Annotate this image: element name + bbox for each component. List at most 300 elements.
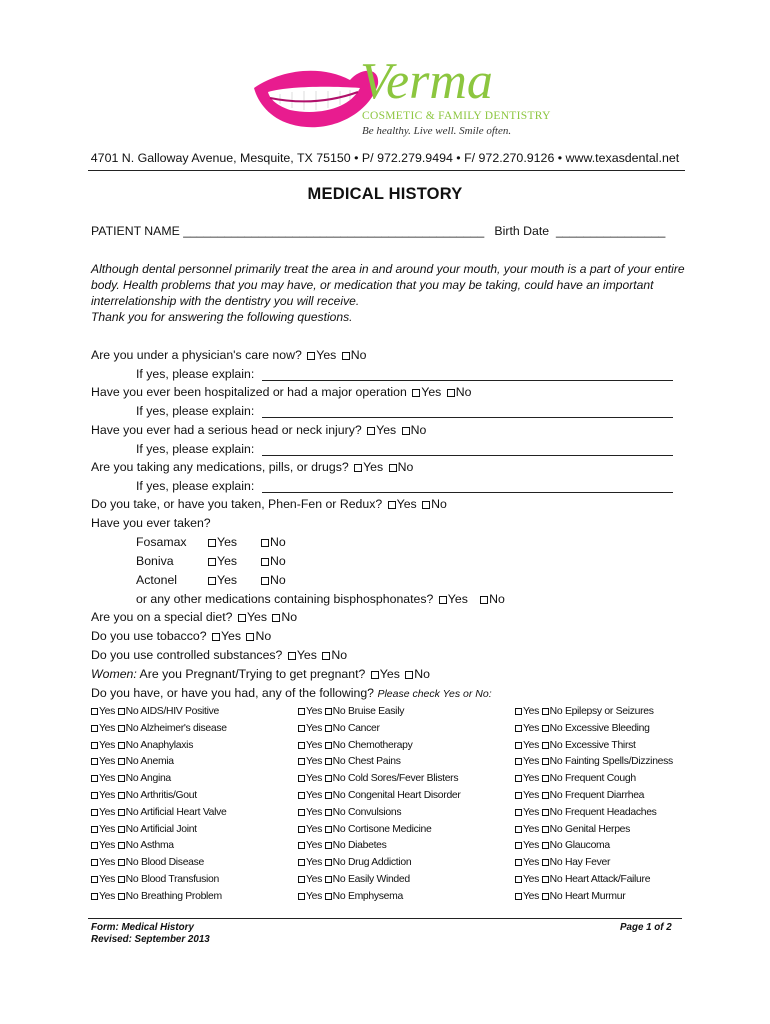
patient-name-label: PATIENT NAME <box>91 224 180 238</box>
no-label: No <box>549 874 563 885</box>
no-checkbox[interactable] <box>542 725 549 732</box>
women-prefix: Women: <box>91 667 137 681</box>
no-label: No <box>125 857 139 869</box>
yes-checkbox[interactable] <box>515 876 522 883</box>
yes-label: Yes <box>523 840 540 852</box>
yes-checkbox[interactable] <box>298 775 305 782</box>
condition-name: Alzheimer's disease <box>140 722 227 734</box>
yes-label: Yes <box>523 706 540 717</box>
no-label: No <box>549 722 563 734</box>
condition-name: Emphysema <box>347 890 403 902</box>
no-label: No <box>125 806 139 818</box>
no-label: No <box>332 890 346 902</box>
condition-name: Genital Herpes <box>564 823 631 835</box>
explain-field[interactable] <box>262 417 673 418</box>
no-checkbox[interactable] <box>261 539 269 547</box>
yes-label: Yes <box>306 823 323 835</box>
intro-thanks: Thank you for answering the following questions. <box>91 310 353 324</box>
condition-name: Anaphylaxis <box>140 739 194 751</box>
yes-checkbox[interactable] <box>515 809 522 816</box>
no-label: No <box>125 790 139 801</box>
question-text: Do you have, or have you had, any of the following? <box>91 686 375 700</box>
condition-name: Chemotherapy <box>347 739 413 751</box>
yes-checkbox[interactable] <box>91 859 98 866</box>
yes-label: Yes <box>306 857 323 869</box>
condition-item <box>298 790 461 801</box>
no-checkbox[interactable] <box>542 826 549 833</box>
yes-checkbox[interactable] <box>91 809 98 816</box>
condition-item <box>515 840 610 851</box>
no-label: No <box>332 739 346 751</box>
no-checkbox[interactable] <box>542 775 549 782</box>
yes-label: Yes <box>99 739 116 751</box>
no-label: No <box>549 806 563 818</box>
no-checkbox[interactable] <box>272 614 280 622</box>
yes-label: Yes <box>316 348 337 362</box>
footer-form-name: Form: Medical History <box>91 922 194 933</box>
brand-tagline: Be healthy. Live well. Smile often. <box>362 125 512 137</box>
yes-label: Yes <box>99 874 116 885</box>
no-label: No <box>125 874 139 885</box>
drug-name: Actonel <box>136 573 178 587</box>
question-special-diet <box>91 610 297 624</box>
yes-checkbox[interactable] <box>91 842 98 849</box>
no-label: No <box>350 348 367 362</box>
yes-label: Yes <box>447 592 468 606</box>
no-label: No <box>549 857 563 869</box>
yes-label: Yes <box>306 739 323 751</box>
condition-name: Bruise Easily <box>347 706 405 717</box>
yes-label: Yes <box>99 790 116 801</box>
yes-checkbox[interactable] <box>91 725 98 732</box>
no-label: No <box>125 823 139 835</box>
yes-checkbox[interactable] <box>298 725 305 732</box>
no-label: No <box>332 756 346 768</box>
condition-item <box>298 740 413 751</box>
no-checkbox[interactable] <box>325 893 332 900</box>
question-text: Are you on a special diet? <box>91 610 233 624</box>
no-label: No <box>332 722 346 734</box>
condition-name: Heart Attack/Failure <box>564 874 651 885</box>
condition-item <box>298 807 401 818</box>
yes-checkbox[interactable] <box>515 725 522 732</box>
no-checkbox[interactable] <box>542 809 549 816</box>
yes-label: Yes <box>523 722 540 734</box>
condition-item <box>515 740 636 751</box>
no-checkbox[interactable] <box>542 876 549 883</box>
question-text: Have you ever been hospitalized or had a major operation <box>91 385 407 399</box>
no-checkbox[interactable] <box>118 826 125 833</box>
yes-checkbox[interactable] <box>515 742 522 749</box>
condition-item <box>515 824 630 835</box>
yes-checkbox[interactable] <box>208 577 216 585</box>
no-checkbox[interactable] <box>325 842 332 849</box>
yes-label: Yes <box>363 460 384 474</box>
yes-label: Yes <box>99 706 116 717</box>
condition-name: Artificial Joint <box>140 823 197 835</box>
no-checkbox[interactable] <box>118 809 125 816</box>
condition-name: Asthma <box>140 840 174 852</box>
yes-checkbox[interactable] <box>515 893 522 900</box>
yes-checkbox[interactable] <box>208 558 216 566</box>
no-checkbox[interactable] <box>325 859 332 866</box>
no-checkbox[interactable] <box>118 842 125 849</box>
no-checkbox[interactable] <box>118 758 125 765</box>
no-label: No <box>549 773 563 785</box>
question-hint: Please check Yes or No: <box>377 688 492 700</box>
yes-checkbox[interactable] <box>91 876 98 883</box>
condition-item <box>298 840 387 851</box>
no-label: No <box>125 890 139 902</box>
drug-row-actonel <box>136 573 286 587</box>
explain-label: If yes, please explain: <box>136 367 255 381</box>
no-label: No <box>549 739 563 751</box>
yes-checkbox[interactable] <box>91 742 98 749</box>
yes-label: Yes <box>523 806 540 818</box>
yes-checkbox[interactable] <box>298 792 305 799</box>
question-text: Have you ever had a serious head or neck injury? <box>91 423 362 437</box>
yes-label: Yes <box>306 706 323 717</box>
condition-name: Hay Fever <box>564 857 611 869</box>
no-label: No <box>332 857 346 869</box>
condition-item <box>91 706 219 717</box>
no-checkbox[interactable] <box>325 708 332 715</box>
no-checkbox[interactable] <box>118 859 125 866</box>
no-label: No <box>414 667 430 681</box>
yes-checkbox[interactable] <box>412 389 420 397</box>
condition-name: Chest Pains <box>347 756 401 768</box>
yes-label: Yes <box>523 756 540 768</box>
no-label: No <box>549 756 563 768</box>
yes-label: Yes <box>99 806 116 818</box>
header-divider <box>88 170 685 171</box>
condition-item <box>91 740 193 751</box>
condition-name: Congenital Heart Disorder <box>347 790 461 801</box>
no-label: No <box>549 790 563 801</box>
yes-label: Yes <box>99 890 116 902</box>
yes-checkbox[interactable] <box>91 826 98 833</box>
no-label: No <box>549 823 563 835</box>
yes-label: Yes <box>396 497 417 511</box>
yes-checkbox[interactable] <box>298 826 305 833</box>
no-label: No <box>489 592 505 606</box>
yes-checkbox[interactable] <box>91 893 98 900</box>
yes-checkbox[interactable] <box>515 859 522 866</box>
no-checkbox[interactable] <box>325 876 332 883</box>
yes-checkbox[interactable] <box>298 708 305 715</box>
yes-label: Yes <box>246 610 267 624</box>
no-checkbox[interactable] <box>118 792 125 799</box>
no-checkbox[interactable] <box>405 671 413 679</box>
yes-label: Yes <box>99 840 116 852</box>
yes-label: Yes <box>306 874 323 885</box>
no-checkbox[interactable] <box>325 826 332 833</box>
condition-item <box>515 723 650 734</box>
condition-name: Frequent Cough <box>564 773 636 785</box>
no-label: No <box>270 554 286 568</box>
drug-name: Boniva <box>136 554 174 568</box>
question-hospitalized <box>91 385 471 399</box>
no-label: No <box>549 706 563 717</box>
explain-field[interactable] <box>262 492 673 493</box>
yes-checkbox[interactable] <box>91 708 98 715</box>
condition-item <box>91 840 174 851</box>
condition-item <box>91 857 204 868</box>
no-label: No <box>549 890 563 902</box>
no-label: No <box>332 840 346 852</box>
no-checkbox[interactable] <box>325 742 332 749</box>
no-label: No <box>332 790 346 801</box>
no-checkbox[interactable] <box>118 893 125 900</box>
question-text: Are you Pregnant/Trying to get pregnant? <box>139 667 366 681</box>
no-label: No <box>270 535 286 549</box>
no-label: No <box>431 497 447 511</box>
question-physician <box>91 348 366 362</box>
brand-name: Verma <box>360 53 493 110</box>
yes-checkbox[interactable] <box>298 809 305 816</box>
no-label: No <box>125 756 139 768</box>
yes-label: Yes <box>523 890 540 902</box>
no-checkbox[interactable] <box>542 758 549 765</box>
condition-item <box>515 857 610 868</box>
yes-label: Yes <box>220 629 242 643</box>
question-text: Do you use controlled substances? <box>91 648 283 662</box>
no-checkbox[interactable] <box>325 792 332 799</box>
yes-label: Yes <box>217 535 238 549</box>
yes-checkbox[interactable] <box>298 842 305 849</box>
yes-label: Yes <box>523 874 540 885</box>
yes-label: Yes <box>523 739 540 751</box>
condition-name: Artificial Heart Valve <box>140 806 227 818</box>
no-checkbox[interactable] <box>118 876 125 883</box>
yes-checkbox[interactable] <box>91 775 98 782</box>
yes-checkbox[interactable] <box>298 742 305 749</box>
footer-form-info <box>91 922 210 946</box>
condition-item <box>91 723 227 734</box>
question-ever-taken: Have you ever taken? <box>91 516 211 530</box>
no-checkbox[interactable] <box>389 464 397 472</box>
condition-item <box>298 723 380 734</box>
yes-checkbox[interactable] <box>212 633 220 641</box>
no-checkbox[interactable] <box>322 652 330 660</box>
condition-item <box>298 706 404 717</box>
yes-label: Yes <box>523 790 540 801</box>
yes-checkbox[interactable] <box>515 708 522 715</box>
yes-label: Yes <box>306 840 323 852</box>
question-text: Do you take, or have you taken, Phen-Fen or Redux? <box>91 497 383 511</box>
no-label: No <box>125 706 139 717</box>
no-label: No <box>255 629 272 643</box>
no-label: No <box>332 823 346 835</box>
yes-checkbox[interactable] <box>298 859 305 866</box>
footer-page-number: Page 1 of 2 <box>620 922 672 933</box>
no-checkbox[interactable] <box>447 389 455 397</box>
no-label: No <box>331 648 348 662</box>
yes-label: Yes <box>306 890 323 902</box>
no-label: No <box>332 874 346 885</box>
yes-checkbox[interactable] <box>298 893 305 900</box>
explain-label: If yes, please explain: <box>136 479 255 493</box>
yes-label: Yes <box>99 722 116 734</box>
no-checkbox[interactable] <box>402 427 410 435</box>
yes-label: Yes <box>306 722 323 734</box>
yes-checkbox[interactable] <box>298 758 305 765</box>
condition-name: Frequent Headaches <box>564 806 657 818</box>
question-tobacco <box>91 629 271 643</box>
condition-item <box>91 824 197 835</box>
yes-label: Yes <box>99 756 116 768</box>
no-label: No <box>281 610 298 624</box>
question-medications <box>91 460 413 474</box>
no-label: No <box>332 706 346 717</box>
condition-name: Diabetes <box>347 840 387 852</box>
yes-label: Yes <box>306 756 323 768</box>
yes-label: Yes <box>99 823 116 835</box>
condition-item <box>298 891 403 902</box>
no-checkbox[interactable] <box>118 725 125 732</box>
question-conditions <box>91 686 492 700</box>
yes-checkbox[interactable] <box>439 596 447 604</box>
condition-name: Convulsions <box>347 806 402 818</box>
no-label: No <box>397 460 414 474</box>
yes-checkbox[interactable] <box>515 758 522 765</box>
question-text: Are you under a physician's care now? <box>91 348 302 362</box>
condition-item <box>298 824 431 835</box>
yes-checkbox[interactable] <box>91 792 98 799</box>
condition-item <box>515 790 644 801</box>
condition-item <box>515 773 636 784</box>
condition-item <box>515 874 650 885</box>
yes-checkbox[interactable] <box>371 671 379 679</box>
condition-name: Cold Sores/Fever Blisters <box>347 773 459 785</box>
no-checkbox[interactable] <box>542 792 549 799</box>
no-checkbox[interactable] <box>422 501 430 509</box>
no-checkbox[interactable] <box>261 558 269 566</box>
condition-name: Heart Murmur <box>564 890 626 902</box>
condition-name: Cancer <box>347 722 380 734</box>
no-checkbox[interactable] <box>325 758 332 765</box>
condition-item <box>91 790 197 801</box>
no-checkbox[interactable] <box>246 633 254 641</box>
condition-name: Fainting Spells/Dizziness <box>564 756 673 768</box>
no-label: No <box>332 773 346 785</box>
yes-checkbox[interactable] <box>298 876 305 883</box>
question-phen-fen <box>91 497 447 511</box>
yes-checkbox[interactable] <box>515 842 522 849</box>
explain-label: If yes, please explain: <box>136 404 255 418</box>
condition-name: Excessive Thirst <box>564 739 636 751</box>
footer-revised: Revised: September 2013 <box>91 934 210 945</box>
no-label: No <box>549 840 563 852</box>
condition-item <box>515 756 673 767</box>
no-checkbox[interactable] <box>325 775 332 782</box>
no-label: No <box>125 840 139 852</box>
condition-item <box>298 857 411 868</box>
condition-item <box>515 807 657 818</box>
yes-checkbox[interactable] <box>91 758 98 765</box>
no-label: No <box>455 385 472 399</box>
condition-name: Breathing Problem <box>140 890 222 902</box>
no-checkbox[interactable] <box>542 708 549 715</box>
yes-label: Yes <box>379 667 400 681</box>
yes-label: Yes <box>523 823 540 835</box>
yes-label: Yes <box>296 648 317 662</box>
condition-name: Blood Disease <box>140 857 205 869</box>
yes-label: Yes <box>99 857 116 869</box>
yes-checkbox[interactable] <box>208 539 216 547</box>
yes-label: Yes <box>306 773 323 785</box>
no-checkbox[interactable] <box>542 893 549 900</box>
question-bisphosphonates <box>136 592 505 606</box>
condition-name: AIDS/HIV Positive <box>140 706 219 717</box>
birth-date-field[interactable]: ________________ <box>555 224 666 238</box>
yes-label: Yes <box>421 385 442 399</box>
yes-checkbox[interactable] <box>238 614 246 622</box>
drug-name: Fosamax <box>136 535 187 549</box>
condition-name: Epilepsy or Seizures <box>564 706 654 717</box>
explain-field[interactable] <box>262 380 673 381</box>
no-checkbox[interactable] <box>480 596 488 604</box>
yes-label: Yes <box>523 773 540 785</box>
yes-label: Yes <box>306 790 323 801</box>
no-checkbox[interactable] <box>325 725 332 732</box>
no-checkbox[interactable] <box>342 352 350 360</box>
yes-checkbox[interactable] <box>288 652 296 660</box>
footer-divider <box>88 918 682 919</box>
question-head-injury <box>91 423 426 437</box>
condition-name: Frequent Diarrhea <box>564 790 645 801</box>
explain-label: If yes, please explain: <box>136 442 255 456</box>
yes-checkbox[interactable] <box>515 792 522 799</box>
no-checkbox[interactable] <box>325 809 332 816</box>
yes-checkbox[interactable] <box>307 352 315 360</box>
condition-name: Easily Winded <box>347 874 410 885</box>
no-label: No <box>332 806 346 818</box>
explain-field[interactable] <box>262 455 673 456</box>
no-checkbox[interactable] <box>261 577 269 585</box>
yes-checkbox[interactable] <box>515 775 522 782</box>
intro-paragraph: Although dental personnel primarily treat the area in and around your mouth, your mouth is a part of your entire body. Health problems that you may have, or medication that you may be taking, could have an important interrelationship with the dentistry you will receive. <box>91 262 685 308</box>
no-checkbox[interactable] <box>542 842 549 849</box>
no-checkbox[interactable] <box>542 742 549 749</box>
condition-item <box>298 874 410 885</box>
yes-checkbox[interactable] <box>515 826 522 833</box>
no-label: No <box>125 722 139 734</box>
patient-name-field[interactable]: ____________________________________________ <box>183 224 485 238</box>
yes-checkbox[interactable] <box>388 501 396 509</box>
yes-checkbox[interactable] <box>354 464 362 472</box>
yes-label: Yes <box>217 573 238 587</box>
yes-label: Yes <box>217 554 238 568</box>
drug-row-fosamax <box>136 535 286 549</box>
practice-address: 4701 N. Galloway Avenue, Mesquite, TX 75150 • P/ 972.279.9494 • F/ 972.270.9126 • www.texasdental.net <box>90 151 680 165</box>
yes-label: Yes <box>306 806 323 818</box>
yes-checkbox[interactable] <box>367 427 375 435</box>
no-checkbox[interactable] <box>118 775 125 782</box>
condition-item <box>91 807 227 818</box>
yes-label: Yes <box>99 773 116 785</box>
drug-row-boniva <box>136 554 286 568</box>
no-checkbox[interactable] <box>118 742 125 749</box>
condition-name: Anemia <box>140 756 174 768</box>
no-checkbox[interactable] <box>118 708 125 715</box>
question-text: or any other medications containing bisphosphonates? <box>136 592 434 606</box>
condition-item <box>298 756 401 767</box>
yes-label: Yes <box>376 423 397 437</box>
condition-name: Drug Addiction <box>347 857 412 869</box>
no-label: No <box>125 773 139 785</box>
no-checkbox[interactable] <box>542 859 549 866</box>
